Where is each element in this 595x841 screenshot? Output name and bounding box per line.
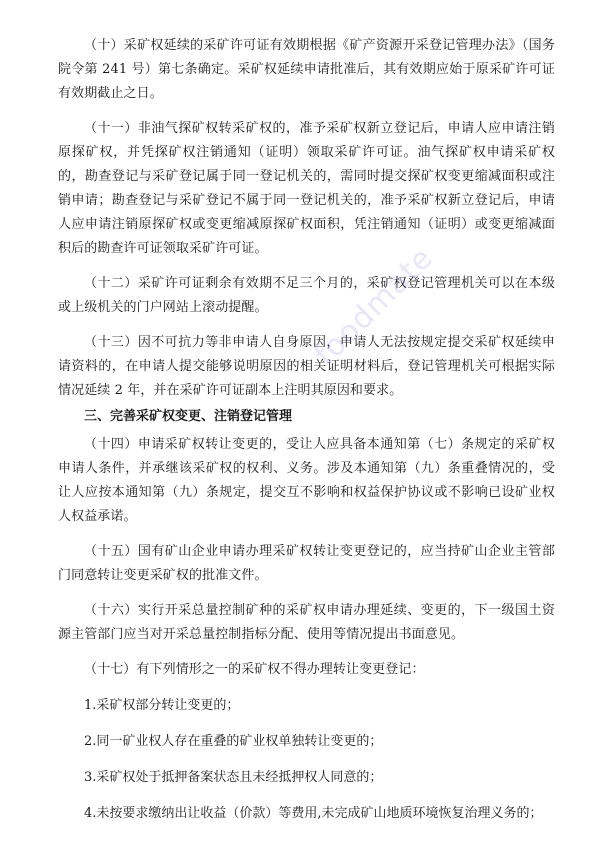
- list-item: 4.未按要求缴纳出让收益（价款）等费用,未完成矿山地质环境恢复治理义务的；: [84, 806, 543, 821]
- paragraph-16: （十六）实行开采总量控制矿种的采矿权申请办理延续、变更的，下一级国土资源主管部门应当对开采总量控制指标分配、使用等情况提出书面意见。: [58, 603, 555, 642]
- paragraph-12: （十二）采矿许可证剩余有效期不足三个月的，采矿权登记管理机关可以在本级或上级机关的门户网站上滚动提醒。: [58, 276, 555, 315]
- paragraph-14: （十四）申请采矿权转让变更的，受让人应具备本通知第（七）条规定的采矿权申请人条件，并承继该采矿权的权利、义务。涉及本通知第（九）条重叠情况的，受让人应按本通知第（九）条规定，提交互不影响和权益保护协议或不影响已设矿业权人权益承诺。: [58, 437, 555, 524]
- list-item: 3.采矿权处于抵押备案状态且未经抵押权人同意的；: [84, 770, 383, 785]
- paragraph-17: （十七）有下列情形之一的采矿权不得办理转让变更登记：: [84, 662, 425, 677]
- paragraph-11: （十一）非油气探矿权转采矿权的，准予采矿权新立登记后，申请人应申请注销原探矿权，并凭探矿权注销通知（证明）领取采矿许可证。油气探矿权申请采矿权的，勘查登记与采矿登记属于同一登记机关的，需同时提交探矿权变更缩减面积或注销申请；勘查登记与采矿登记不属于同一登记机关的，准予采矿权新立登记后，申请人应申请注销原探矿权或变更缩减原探矿权面积，凭注销通知（证明）或变更缩减面积后的勘查许可证领取采矿许可证。: [58, 121, 555, 256]
- section-heading: 三、完善采矿权变更、注销登记管理: [84, 409, 293, 424]
- list-item: 2.同一矿业权人存在重叠的矿业权单独转让变更的；: [84, 734, 383, 749]
- list-item: 1.采矿权部分转让变更的；: [84, 698, 240, 713]
- document-page: [58, 34, 555, 838]
- paragraph-10: （十）采矿权延续的采矿许可证有效期根据《矿产资源开采登记管理办法》（国务院令第 241 号）第七条确定。采矿权延续申请批准后，其有效期应始于原采矿许可证有效期截止之日。: [58, 38, 555, 101]
- paragraph-13: （十三）因不可抗力等非申请人自身原因，申请人无法按规定提交采矿权延续申请资料的，在申请人提交能够说明原因的相关证明材料后，登记管理机关可根据实际情况延续 2 年，并在采矿许可证副本上注明其原因和要求。: [58, 335, 555, 398]
- paragraph-15: （十五）国有矿山企业申请办理采矿权转让变更登记的，应当持矿山企业主管部门同意转让变更采矿权的批准文件。: [58, 544, 555, 583]
- watermark: foodmate: [308, 240, 441, 373]
